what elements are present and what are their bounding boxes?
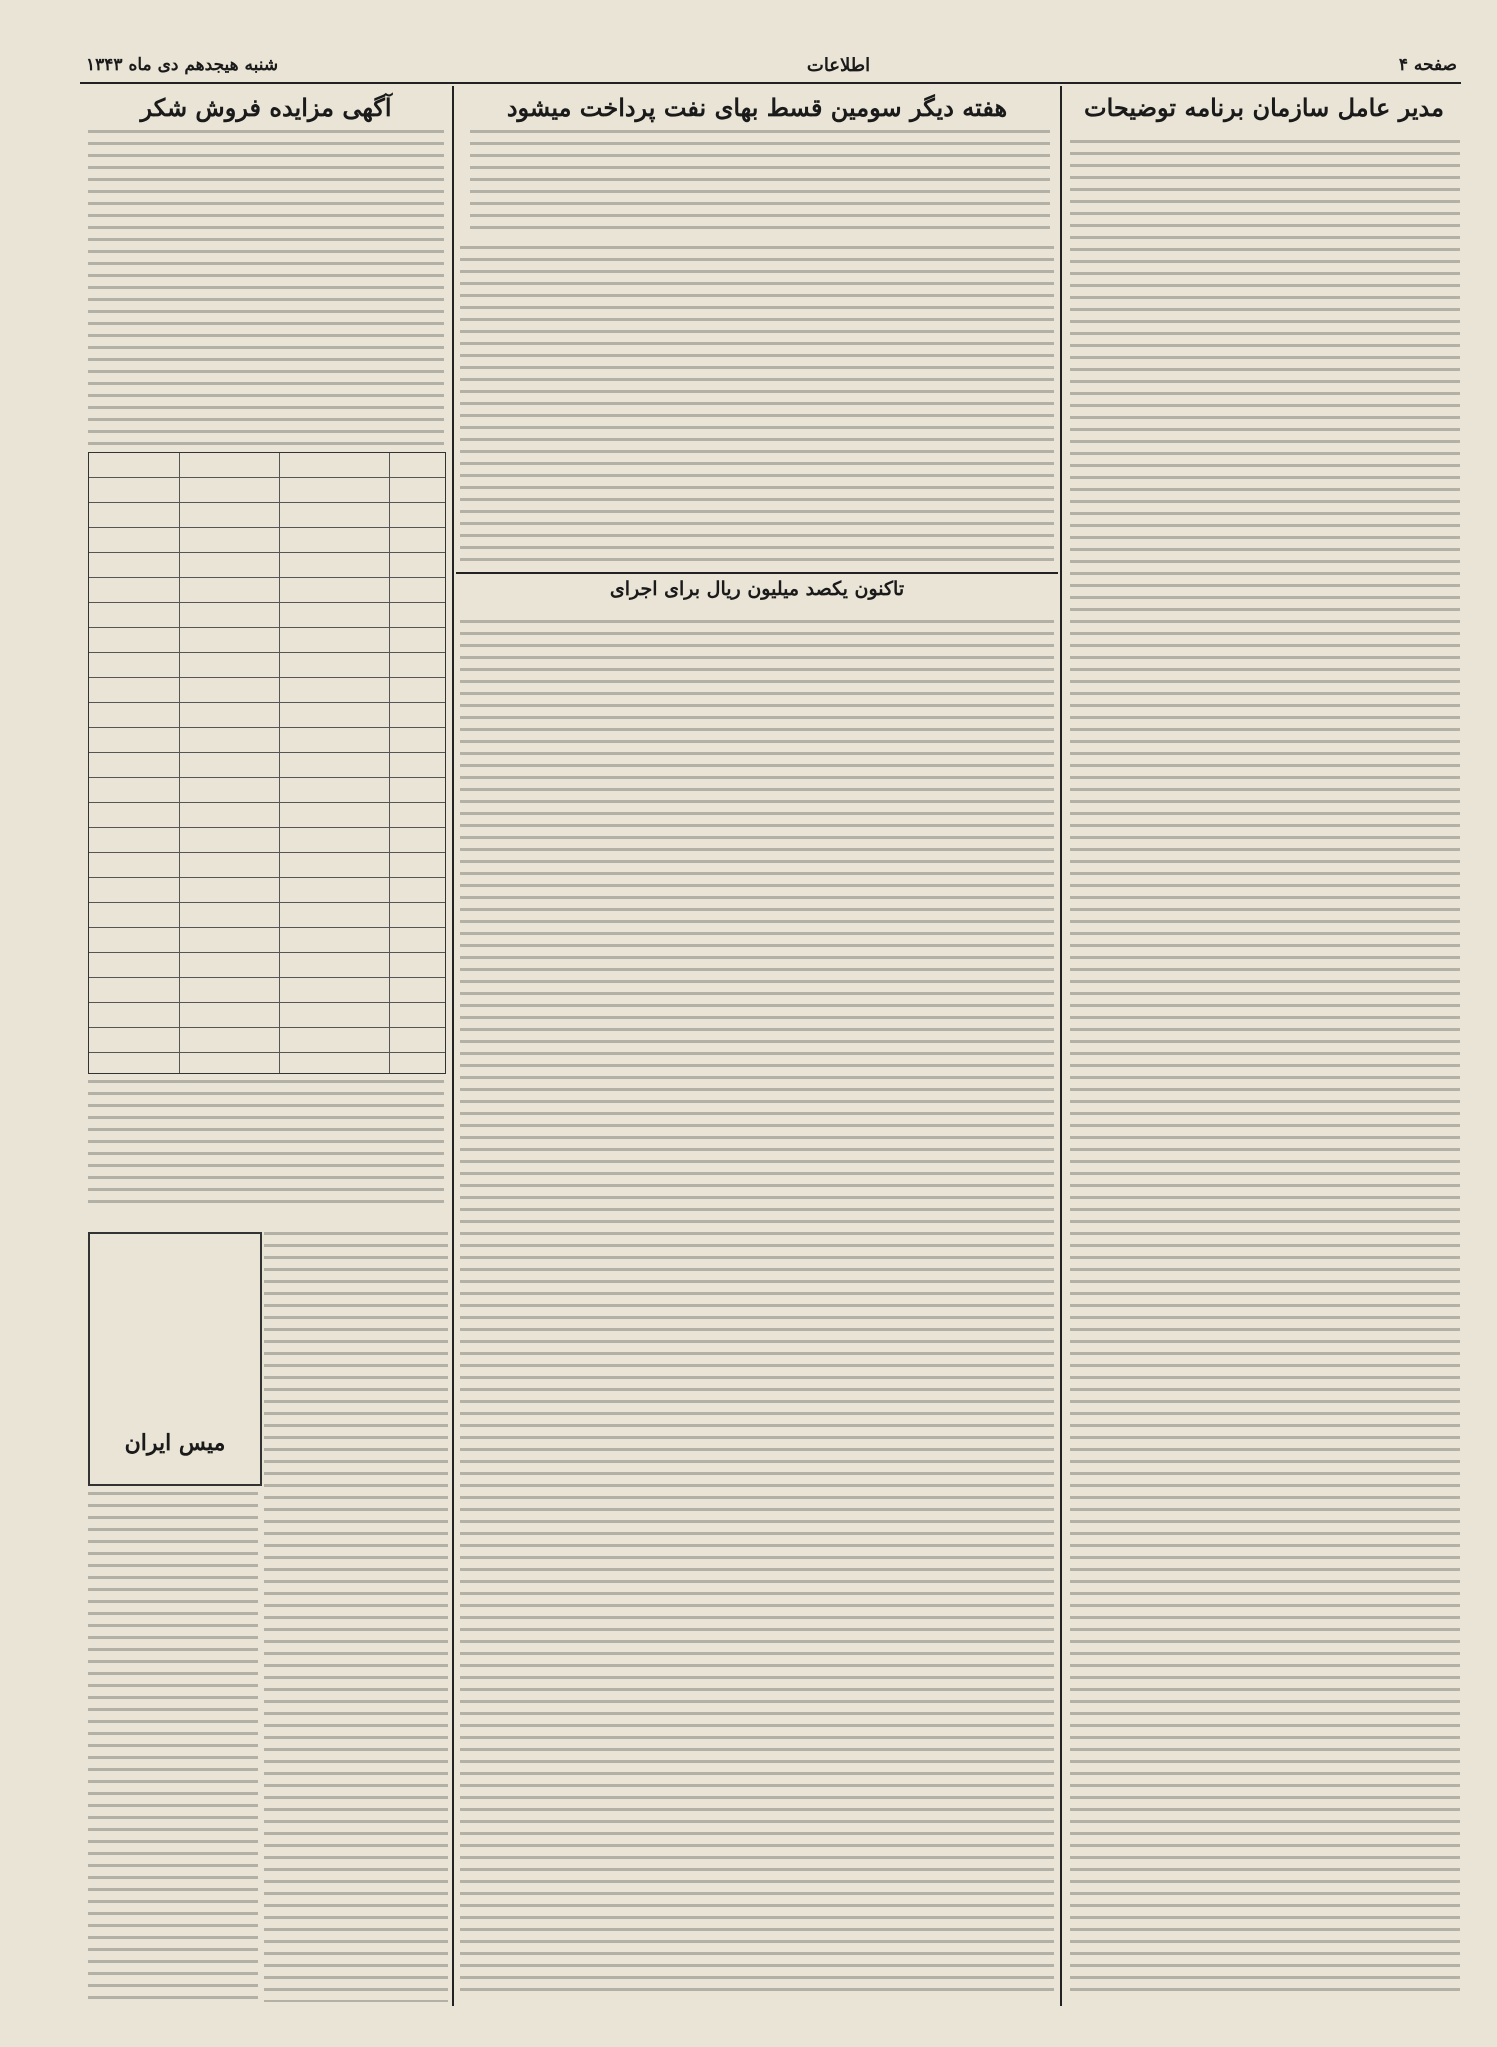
column-rule-1: [1060, 86, 1062, 2006]
left-column-headline: آگهی مزایده فروش شکر: [140, 93, 392, 122]
center-lower-text: [460, 620, 1054, 2000]
ad-box-portrait: [88, 1232, 262, 1486]
left-notes-text: [88, 1080, 444, 1210]
center-main-headline: هفته دیگر سومین قسط بهای نفت پرداخت میشود: [506, 93, 1008, 122]
center-divider: [456, 572, 1058, 574]
masthead-row: [86, 52, 1457, 78]
paper-name: اطلاعات: [806, 54, 871, 76]
column-rule-2: [452, 86, 454, 2006]
left-intro-text: [88, 130, 444, 450]
right-column-headline: مدیر عامل سازمان برنامه توضیحات: [1084, 93, 1444, 122]
schedule-table: [88, 452, 446, 1074]
left-lower-ads: [88, 1492, 258, 2002]
issue-date: شنبه هیجدهم دی ماه ۱۳۴۳: [86, 55, 279, 75]
right-column-text: [1070, 140, 1460, 2000]
center-upper-text: [460, 246, 1054, 566]
page-number: صفحه ۴: [1398, 55, 1457, 75]
ad-portrait-title: میس ایران: [124, 1430, 226, 1456]
center-deck-lines: [470, 130, 1050, 238]
center-sub-headline: تاکنون یکصد میلیون ریال برای اجرای: [609, 578, 905, 600]
header-rule: [80, 82, 1461, 84]
left-ads-text: [264, 1232, 448, 2002]
